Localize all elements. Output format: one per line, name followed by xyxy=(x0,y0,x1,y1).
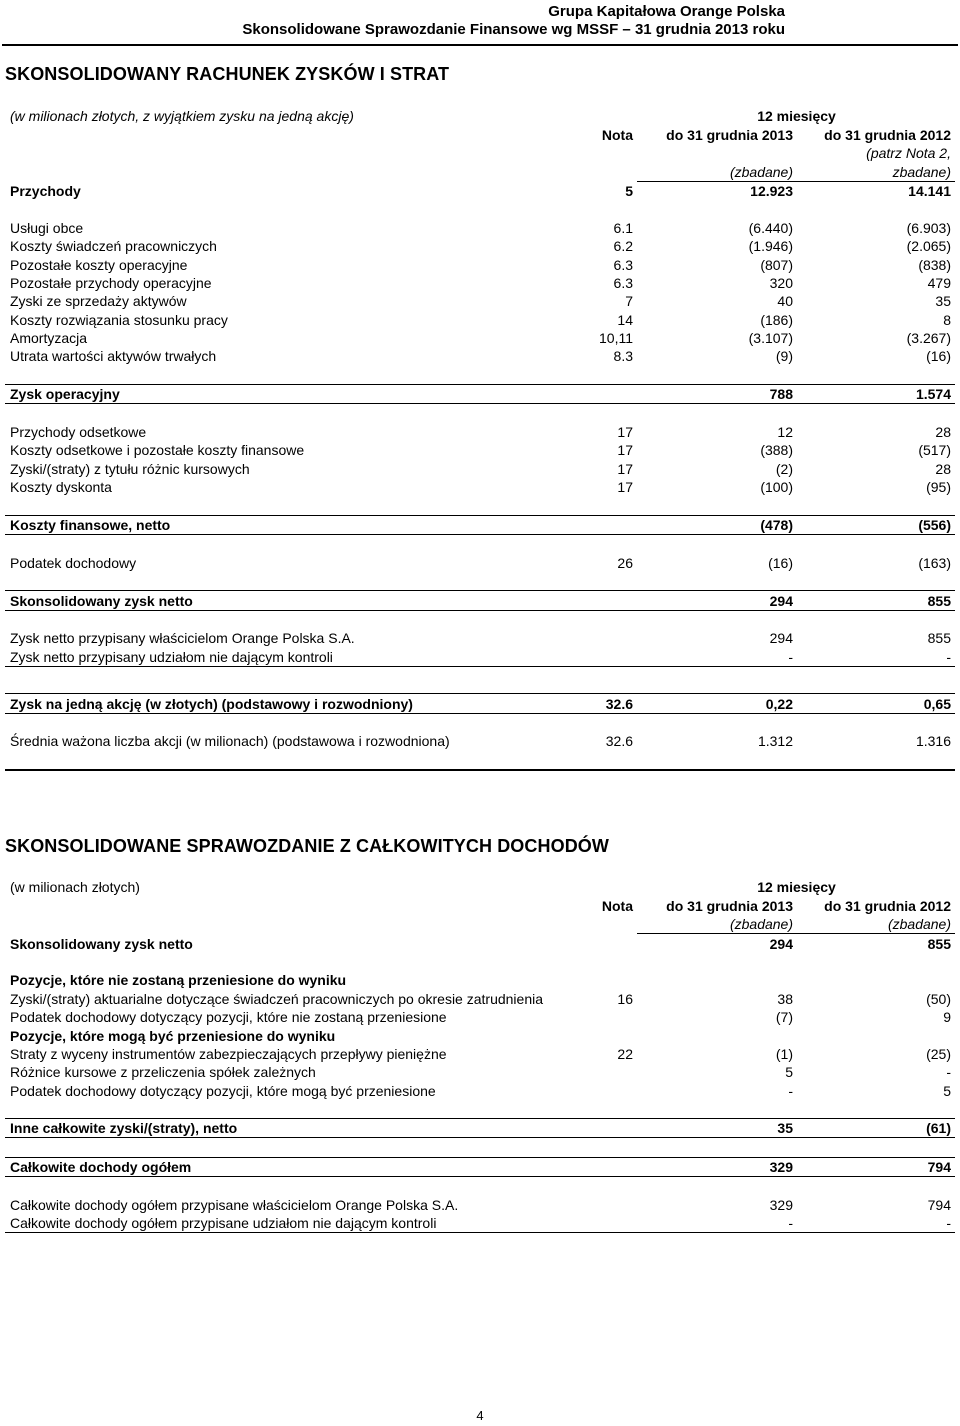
table-row: Koszty rozwiązania stosunku pracy 14 (186) 8 xyxy=(10,311,951,328)
year-2013-header: do 31 grudnia 2013 xyxy=(666,897,793,914)
table-row: Straty z wyceny instrumentów zabezpieczających przepływy pieniężne 22 (1) (25) xyxy=(10,1045,951,1062)
table-row: Przychody odsetkowe 17 12 28 xyxy=(10,424,951,441)
table-row: Przychody 5 12.923 14.141 xyxy=(10,182,951,199)
year-2013-subheader: (zbadane) xyxy=(637,915,797,934)
table-row: Zyski ze sprzedaży aktywów 7 40 35 xyxy=(10,293,951,310)
table-row: Amortyzacja 10,11 (3.107) (3.267) xyxy=(10,330,951,347)
unit-note: (w milionach złotych, z wyjątkiem zysku na jedną akcję) xyxy=(10,108,354,125)
table-row: Całkowite dochody ogółem przypisane właścicielom Orange Polska S.A. 329 794 xyxy=(10,1197,951,1214)
header-rule xyxy=(2,44,958,46)
table-row: Zysk netto przypisany udziałom nie dającym kontroli - - xyxy=(5,647,955,666)
income-statement-title: SKONSOLIDOWANY RACHUNEK ZYSKÓW I STRAT xyxy=(5,64,450,84)
group-heading-row: Pozycje, które nie zostaną przeniesione do wyniku xyxy=(10,972,347,989)
table-row: Koszty odsetkowe i pozostałe koszty finansowe 17 (388) (517) xyxy=(10,442,951,459)
year-2013-subheader: (zbadane) xyxy=(637,162,797,181)
table-row: Różnice kursowe z przeliczenia spółek zależnych 5 - xyxy=(10,1064,951,1081)
comprehensive-income-table xyxy=(5,878,955,1233)
table-row: Skonsolidowany zysk netto 294 855 xyxy=(10,935,951,952)
year-2012-subheader: (patrz Nota 2, xyxy=(866,145,951,162)
subtotal-row: Zysk operacyjny 788 1.574 xyxy=(5,384,955,403)
table-row: Podatek dochodowy 26 (16) (163) xyxy=(10,554,951,571)
unit-note: (w milionach złotych) xyxy=(10,879,140,896)
table-row: Podatek dochodowy dotyczący pozycji, które nie zostaną przeniesione (7) 9 xyxy=(10,1009,951,1026)
table-row: Koszty dyskonta 17 (100) (95) xyxy=(10,479,951,496)
period-header: 12 miesięcy xyxy=(757,108,836,125)
eps-row: Zysk na jedną akcję (w złotych) (podstawowy i rozwodniony) 32.6 0,22 0,65 xyxy=(5,694,955,713)
table-row: Całkowite dochody ogółem przypisane udziałom nie dającym kontroli - - xyxy=(5,1214,955,1233)
table-row: Podatek dochodowy dotyczący pozycji, które mogą być przeniesione - 5 xyxy=(10,1082,951,1099)
period-header: 12 miesięcy xyxy=(757,879,836,896)
total-row: Całkowite dochody ogółem 329 794 xyxy=(5,1157,955,1176)
year-2012-subheader-2: zbadane) xyxy=(797,162,955,181)
company-name: Grupa Kapitałowa Orange Polska xyxy=(548,3,785,20)
page-number: 4 xyxy=(476,1408,484,1423)
nota-header: Nota xyxy=(601,897,633,914)
nota-header: Nota xyxy=(601,126,633,143)
table-row: Zyski/(straty) aktuarialne dotyczące świadczeń pracowniczych po okresie zatrudnienia 16 38 (50) xyxy=(10,990,951,1007)
table-row: Koszty świadczeń pracowniczych 6.2 (1.946) (2.065) xyxy=(10,238,951,255)
shares-row: Średnia ważona liczba akcji (w milionach) (podstawowa i rozwodniona) 32.6 1.312 1.316 xyxy=(10,733,951,750)
table-row: Zyski/(straty) z tytułu różnic kursowych 17 (2) 28 xyxy=(10,460,951,477)
document-header xyxy=(242,0,785,39)
table-row: Pozostałe koszty operacyjne 6.3 (807) (838) xyxy=(10,256,951,273)
table-row: Usługi obce 6.1 (6.440) (6.903) xyxy=(10,219,951,236)
total-row: Skonsolidowany zysk netto 294 855 xyxy=(5,591,955,610)
table-row: Pozostałe przychody operacyjne 6.3 320 479 xyxy=(10,274,951,291)
year-2013-header: do 31 grudnia 2013 xyxy=(666,126,793,143)
subtotal-row: Inne całkowite zyski/(straty), netto 35 (61) xyxy=(5,1119,955,1138)
subtotal-row: Koszty finansowe, netto (478) (556) xyxy=(5,515,955,534)
group-heading-row: Pozycje, które mogą być przeniesione do wyniku xyxy=(10,1027,336,1044)
table-row: Utrata wartości aktywów trwałych 8.3 (9) (16) xyxy=(10,348,951,365)
year-2012-header: do 31 grudnia 2012 xyxy=(824,126,951,143)
report-name: Skonsolidowane Sprawozdanie Finansowe wg MSSF – 31 grudnia 2013 roku xyxy=(242,21,785,38)
year-2012-header: do 31 grudnia 2012 xyxy=(824,897,951,914)
income-statement-table xyxy=(5,107,955,771)
table-row: Zysk netto przypisany właścicielom Orange Polska S.A. 294 855 xyxy=(10,630,951,647)
year-2012-subheader: (zbadane) xyxy=(797,915,955,934)
comprehensive-income-title: SKONSOLIDOWANE SPRAWOZDANIE Z CAŁKOWITYCH DOCHODÓW xyxy=(5,836,609,856)
